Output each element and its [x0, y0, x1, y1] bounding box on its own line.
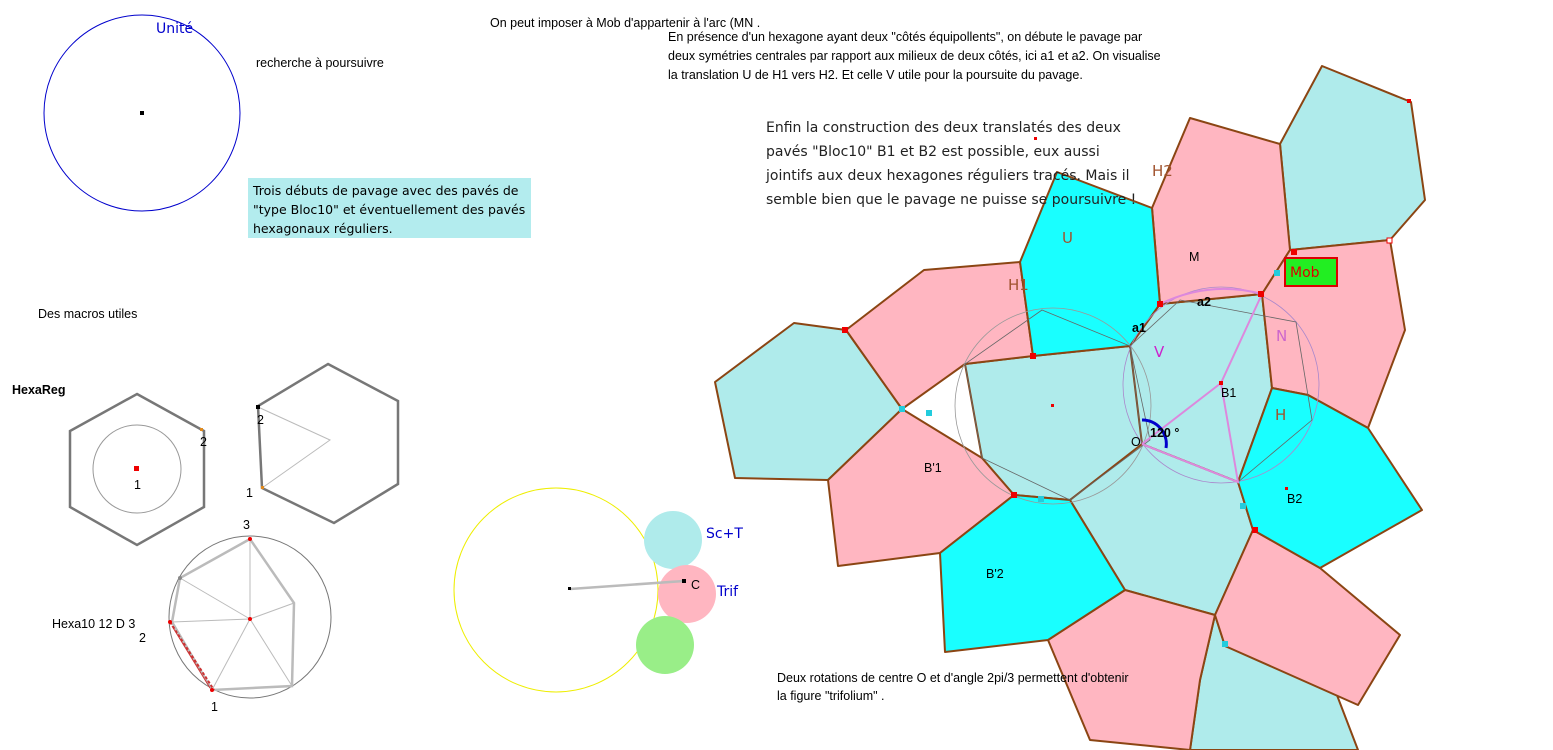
point-cyan-4[interactable]	[1240, 503, 1246, 509]
label-v: V	[1154, 343, 1165, 361]
hexa10-label-1: 1	[211, 700, 218, 714]
hexa10-point-2[interactable]	[168, 620, 172, 624]
point-cyan-1[interactable]	[899, 406, 905, 412]
label-a2: a2	[1197, 295, 1211, 309]
point-b1[interactable]	[1219, 381, 1223, 385]
label-b1-prime: B'1	[924, 461, 942, 475]
unite-label: Unité	[156, 21, 194, 37]
info-box-line-1: Trois débuts de pavage avec des pavés de	[253, 183, 519, 198]
hexareg-point-2[interactable]	[200, 428, 203, 431]
hexagon-two-inner-lines	[258, 407, 330, 488]
info-box-line-3: hexagonaux réguliers.	[253, 221, 393, 236]
hexareg-label-1: 1	[134, 478, 141, 492]
para-top	[668, 28, 1161, 85]
label-o: O	[1131, 435, 1141, 449]
mob-label: Mob	[1290, 265, 1320, 281]
hexareg-label-2: 2	[200, 435, 207, 449]
para-mid-line-3: jointifs aux deux hexagones réguliers tracés. Mais il	[766, 168, 1130, 184]
point-red-3[interactable]	[1011, 492, 1017, 498]
para-top-line-3: la translation U de H1 vers H2. Et celle V utile pour la poursuite du pavage.	[668, 68, 1083, 82]
trif-origin-point[interactable]	[568, 587, 571, 590]
label-n: N	[1276, 327, 1288, 345]
para-bottom-line-1: Deux rotations de centre O et d'angle 2pi/3 permettent d'obtenir	[777, 671, 1129, 685]
para-bottom	[777, 669, 1129, 705]
hexagon-two-label-2: 2	[257, 413, 264, 427]
label-b2: B2	[1287, 492, 1303, 506]
unit-center-point[interactable]	[140, 111, 144, 115]
macros-note: Des macros utiles	[38, 307, 138, 321]
hexagon-two	[258, 364, 398, 523]
label-a1: a1	[1132, 321, 1146, 335]
point-a1[interactable]	[1157, 301, 1163, 307]
info-box	[248, 178, 531, 238]
angle-label: 120 °	[1150, 426, 1180, 440]
sct-label: Sc+T	[706, 526, 743, 542]
para-bottom-line-2: la figure "trifolium" .	[777, 689, 885, 703]
para-mid-line-4: semble bien que le pavage ne puisse se poursuivre !	[766, 192, 1137, 208]
para-top-line-2: deux symétries centrales par rapport aux milieux de deux côtés, ici a1 et a2. On visualise	[668, 49, 1161, 63]
trif-cyan-disc	[644, 511, 702, 569]
point-b2[interactable]	[1285, 487, 1288, 490]
point-a2[interactable]	[1258, 291, 1264, 297]
yellow-circle	[454, 488, 658, 692]
para-mid	[766, 116, 1136, 212]
hexagon-two-point-2[interactable]	[256, 405, 260, 409]
hexa10-point-3[interactable]	[248, 537, 252, 541]
hexa10-point-1[interactable]	[210, 688, 214, 692]
para-mid-line-1: Enfin la construction des deux translatés des deux	[766, 120, 1121, 136]
label-b1: B1	[1221, 386, 1237, 400]
label-h: H	[1275, 406, 1287, 424]
trif-c-label: C	[691, 578, 701, 592]
trif-pink-disc	[658, 565, 716, 623]
label-b2-prime: B'2	[986, 567, 1004, 581]
point-red-1[interactable]	[842, 327, 848, 333]
para-top-line-1: En présence d'un hexagone ayant deux "côtés équipollents", on débute le pavage par	[668, 30, 1143, 44]
point-cyan-5[interactable]	[1222, 641, 1228, 647]
hexareg-center-point[interactable]	[134, 466, 139, 471]
hexa10-label-2: 2	[139, 631, 146, 645]
recherche-note: recherche à poursuivre	[256, 56, 384, 70]
hexa10-center[interactable]	[248, 617, 252, 621]
point-red-4[interactable]	[1252, 527, 1258, 533]
label-u: U	[1062, 229, 1073, 247]
hexa10-label-3: 3	[243, 518, 250, 532]
info-box-line-2: "type Bloc10" et éventuellement des pavés	[253, 202, 526, 217]
label-h2: H2	[1152, 162, 1173, 180]
point-red-2[interactable]	[1030, 353, 1036, 359]
label-h1: H1	[1008, 276, 1029, 294]
para-mid-line-2: pavés "Bloc10" B1 et B2 est possible, eux aussi	[766, 144, 1100, 160]
trif-label: Trif	[717, 584, 739, 600]
label-m: M	[1189, 250, 1200, 264]
point-red-5[interactable]	[1407, 99, 1411, 103]
trif-green-disc	[636, 616, 694, 674]
hexa10-point-grey[interactable]	[178, 576, 182, 580]
tile-m	[1152, 118, 1290, 304]
hexa10-red-edge-2	[172, 626, 210, 688]
point-cyan-6[interactable]	[1274, 270, 1280, 276]
hexagon-two-label-1: 1	[246, 486, 253, 500]
hexa10-title: Hexa10 12 D 3	[52, 617, 136, 631]
top-note: On peut imposer à Mob d'appartenir à l'arc (MN .	[490, 16, 761, 30]
point-red-6[interactable]	[1387, 238, 1392, 243]
tile-top-right	[1280, 66, 1425, 250]
mob-button[interactable]	[1284, 257, 1338, 287]
trif-c-point[interactable]	[682, 579, 686, 583]
hexagon-two-point-1[interactable]	[261, 486, 264, 489]
point-cyan-3[interactable]	[1038, 496, 1044, 502]
point-mob-corner[interactable]	[1291, 249, 1297, 255]
point-cyan-2[interactable]	[926, 410, 932, 416]
hexareg-title: HexaReg	[12, 383, 66, 397]
point-center-left[interactable]	[1051, 404, 1054, 407]
